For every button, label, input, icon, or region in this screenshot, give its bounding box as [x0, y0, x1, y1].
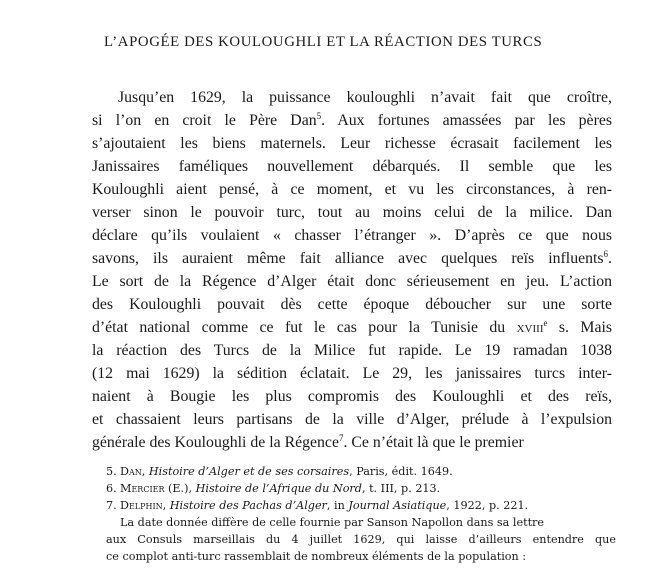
footnote-continuation: ce complot anti-turc rassemblait de nombreux éléments de la population : [106, 550, 527, 563]
text-line: et chassaient leurs partisans de la ville d’Alger, prélude à l’expulsion [92, 411, 612, 428]
footnote-ref-6: 6 [603, 249, 609, 259]
text-line: s’ajoutaient les biens maternels. Leur richesse écrasait facilement les [92, 135, 612, 152]
footnote-author: Mercier (E.) [120, 482, 189, 495]
footnote-continuation: aux Consuls marseillais du 4 juillet 1629, qui laisse d’ailleurs entendre que [106, 533, 616, 546]
footnote-5: 5. Dan, Histoire d’Alger et de ses corsaires, Paris, édit. 1649. [106, 465, 453, 478]
footnote-author: Delphin [120, 499, 163, 512]
footnote-ref-5: 5 [316, 111, 322, 121]
text-line: savons, ils auraient même fait alliance avec quelques reïs influents$^6$. [92, 249, 612, 267]
text-line: Janissaires faméliques nouvellement débarqués. Il semble que les [92, 158, 612, 175]
footnote-title: Histoire d’Alger et de ses corsaires [148, 465, 350, 478]
century-numeral: xviii [516, 319, 544, 336]
body-paragraph [92, 86, 612, 454]
text-line: verser sinon le pouvoir turc, tout au moins celui de la milice. Dan [92, 204, 612, 221]
running-header: L’APOGÉE DES KOULOUGHLI ET LA RÉACTION DES TURCS [104, 34, 543, 50]
text-line: générale des Kouloughli de la Régence$^7$. Ce n’était là que le premier [92, 433, 524, 451]
footnote-ref-7: 7 [338, 433, 344, 443]
text-line: des Kouloughli pouvait dès cette époque déboucher sur une sorte [92, 296, 612, 313]
text-line: naient à Bougie les plus compromis des Kouloughli et des reïs, [92, 388, 612, 405]
text-line: d’état national comme ce fut le cas pour la Tunisie du xviii$^e$ s. Mais [92, 318, 612, 336]
footnote-journal: Journal Asiatique [348, 499, 447, 512]
footnotes [106, 463, 616, 565]
text-line: Kouloughli aient pensé, à ce moment, et vu les circonstances, à ren- [92, 181, 612, 198]
text-line: (12 mai 1629) la sédition éclatait. Le 29, les janissaires turcs inter- [92, 365, 612, 382]
text-line: si l’on en croit le Père Dan$^5$. Aux fortunes amassées par les pères [92, 111, 612, 129]
text-line: Le sort de la Régence d’Alger était donc sérieusement en jeu. L’action [92, 273, 612, 290]
footnote-6: 6. Mercier (E.), Histoire de l’Afrique du Nord, t. III, p. 213. [106, 482, 441, 495]
footnote-continuation: La date donnée diffère de celle fournie par Sanson Napollon dans sa lettre [120, 516, 545, 529]
text-line: déclare qu’ils voulaient « chasser l’étranger ». D’après ce que nous [92, 227, 612, 244]
text-line: la réaction des Turcs de la Milice fut rapide. Le 19 ramadan 1038 [92, 342, 612, 359]
footnote-author: Dan [120, 465, 142, 478]
footnote-7: 7. Delphin, Histoire des Pachas d’Alger, in Journal Asiatique, 1922, p. 221. [106, 499, 529, 512]
footnote-title: Histoire des Pachas d’Alger [169, 499, 327, 512]
footnote-title: Histoire de l’Afrique du Nord [195, 482, 362, 495]
text-line: Jusqu’en 1629, la puissance kouloughli n’avait fait que croître, [118, 89, 612, 106]
